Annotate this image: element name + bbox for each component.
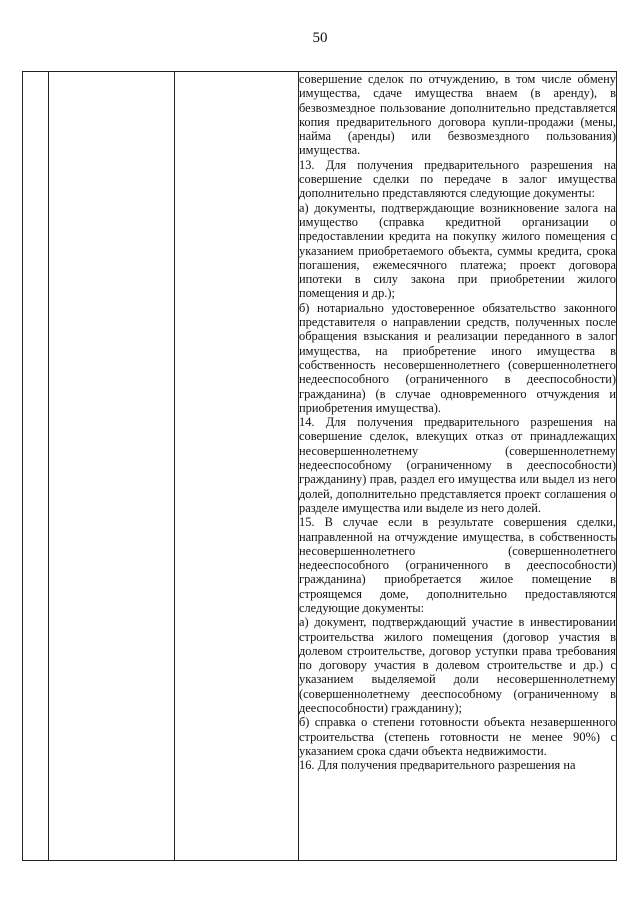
paragraph-continuation: совершение сделок по отчуждению, в том числе обмену имущества, сдаче имущества внаем (в аренду), в безвозмездное пользование дополнительно представляется копия предварительного договора купли-продажи (мены, найма (аренды) или безвозмездного пользования) имущества. xyxy=(299,72,616,158)
table-cell-empty-1 xyxy=(23,72,49,861)
document-table xyxy=(22,71,617,861)
page-number: 50 xyxy=(312,30,328,46)
table-cell-empty-2 xyxy=(49,72,175,861)
paragraph-item-15b: б) справка о степени готовности объекта незавершенного строительства (степень готовности не менее 90%) с указанием срока сдачи объекта недвижимости. xyxy=(299,715,616,758)
table-row xyxy=(23,72,617,861)
paragraph-item-15: 15. В случае если в результате совершения сделки, направленной на отчуждение имущества, в собственность несовершеннолетнего (совершеннолетнего недееспособного (ограниченного в дееспособности) гражданина) приобретается жилое помещение в строящемся доме, дополнительно предоставляются следующие документы: xyxy=(299,515,616,615)
paragraph-item-14: 14. Для получения предварительного разрешения на совершение сделок, влекущих отказ от принадлежащих несовершеннолетнему (совершеннолетнему недееспособному (ограниченному в дееспособности) гражданину) прав, раздел его имущества или выдел из него долей, дополнительно представляется проект соглашения о разделе имущества или выделе из него долей. xyxy=(299,415,616,515)
paragraph-item-13: 13. Для получения предварительного разрешения на совершение сделки по передаче в залог имущества дополнительно представляются следующие документы: xyxy=(299,157,616,201)
table-cell-empty-3 xyxy=(175,72,299,861)
paragraph-item-13b: б) нотариально удостоверенное обязательство законного представителя о направлении средств, полученных после обращения взыскания и реализации переданного в залог имущества, на приобретение иного имущества в собственность несовершеннолетнего (совершеннолетнего недееспособного (ограниченного в дееспособности) гражданина) (в случае одновременного отчуждения и приобретения имущества). xyxy=(299,300,616,415)
paragraph-item-16: 16. Для получения предварительного разрешения на xyxy=(299,758,576,773)
table-cell-text xyxy=(299,72,617,861)
paragraph-item-15a: а) документ, подтверждающий участие в инвестировании строительства жилого помещения (договор участия в долевом строительстве, договор уступки права требования по договору участия в долевом строительстве и др.) с указанием выделяемой доли несовершеннолетнему (совершеннолетнему дееспособному (ограниченному в дееспособности) гражданину); xyxy=(299,615,616,716)
paragraph-item-13a: а) документы, подтверждающие возникновение залога на имущество (справка кредитной организации о предоставлении кредита на покупку жилого помещения с указанием приобретаемого объекта, суммы кредита, срока погашения, ежемесячного платежа; проект договора ипотеки в силу закона при приобретении жилого помещения и др.); xyxy=(299,200,616,301)
